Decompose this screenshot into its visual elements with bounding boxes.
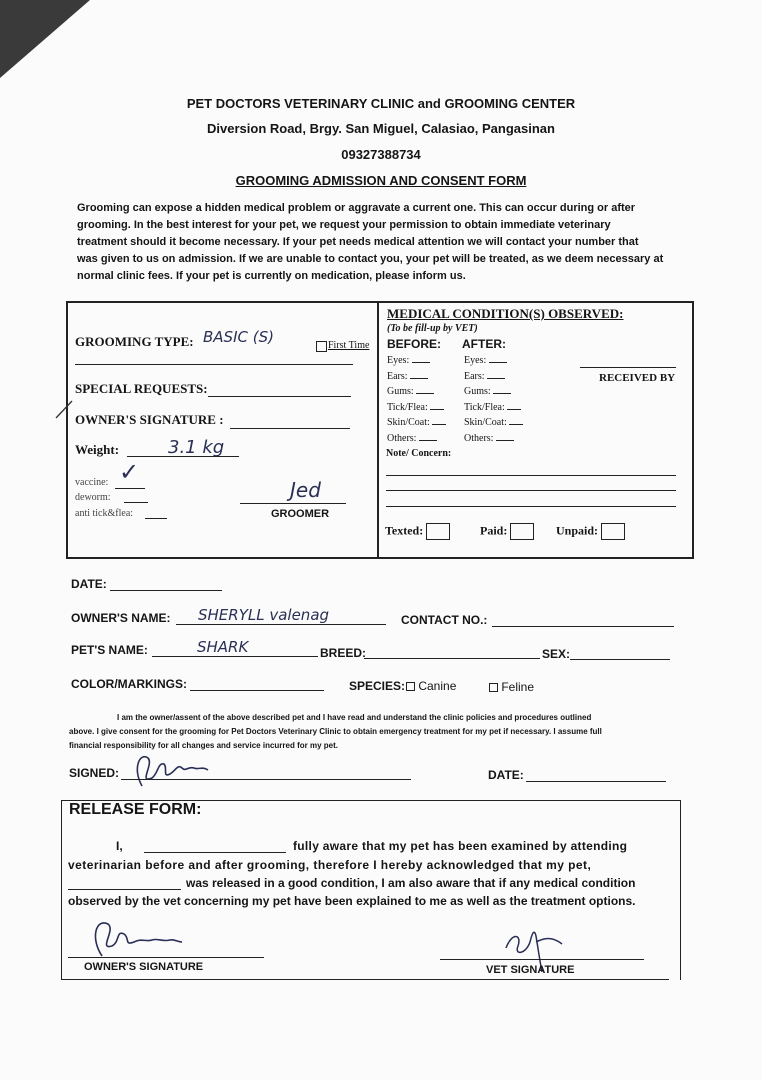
contact-field[interactable] [492, 626, 674, 627]
after-item: Skin/Coat: [464, 415, 523, 431]
before-list [387, 353, 446, 446]
after-item: Eyes: [464, 353, 523, 369]
owner-signature-field[interactable] [230, 428, 350, 429]
owner-name-line [176, 624, 386, 625]
before-item: Others: [387, 431, 446, 447]
first-time-label: First Time [328, 340, 370, 351]
release-pet-name-field[interactable] [68, 889, 181, 890]
consent-line: I am the owner/assent of the above described pet and I have read and understand the clinic policies and procedures outlined [117, 713, 592, 722]
release-right-border [680, 800, 681, 980]
vet-sig-label: VET SIGNATURE [486, 964, 575, 976]
after-item: Gums: [464, 384, 523, 400]
vaccine-check[interactable]: ✓ [119, 458, 140, 486]
paid-checkbox[interactable] [510, 523, 534, 540]
owner-signature-label: OWNER'S SIGNATURE : [75, 412, 224, 427]
intro-paragraph [77, 200, 687, 285]
deworm-label: deworm: [75, 492, 111, 503]
intro-line: treatment should it become necessary. If your pet needs medical attention we will contact your number that [77, 236, 639, 248]
signed-label: SIGNED: [69, 766, 120, 780]
special-requests-label: SPECIAL REQUESTS: [75, 381, 208, 396]
pet-name-line [152, 656, 318, 657]
after-heading: AFTER: [462, 337, 506, 351]
anti-tick-field[interactable] [145, 518, 167, 519]
vaccine-label: vaccine: [75, 477, 109, 488]
release-title: RELEASE FORM: [69, 801, 202, 818]
signed-date-label: DATE: [488, 768, 524, 782]
before-heading: BEFORE: [387, 337, 441, 351]
pet-name-label: PET'S NAME: [71, 643, 148, 657]
after-item: Others: [464, 431, 523, 447]
breed-field[interactable] [364, 658, 540, 659]
groomer-signature: Jed [290, 478, 321, 502]
scan-corner-shadow [0, 0, 110, 80]
before-item: Ears: [387, 369, 446, 385]
vet-sig-line[interactable] [440, 959, 644, 960]
feline-label: Feline [501, 680, 535, 694]
owner-name-value[interactable]: SHERYLL valenag [198, 606, 330, 624]
received-by-label: RECEIVED BY [599, 372, 676, 384]
intro-line: grooming. In the best interest for your pet, we request your permission to obtain immediate veterinary [77, 219, 611, 231]
release-line-1: fully aware that my pet has been examined by attending [293, 839, 628, 853]
color-label: COLOR/MARKINGS: [71, 677, 187, 691]
date-label: DATE: [71, 577, 107, 591]
grooming-type-label: GROOMING TYPE: [75, 334, 194, 349]
texted-field [385, 523, 450, 540]
note-concern-label: Note/ Concern: [386, 448, 452, 459]
weight-value[interactable]: 3.1 kg [168, 437, 225, 458]
unpaid-checkbox[interactable] [601, 523, 625, 540]
paid-field [480, 523, 534, 540]
medical-title: MEDICAL CONDITION(S) OBSERVED: [387, 306, 624, 321]
species-label: SPECIES: [349, 679, 406, 693]
sex-field[interactable] [570, 659, 670, 660]
color-field[interactable] [190, 690, 324, 691]
medical-note: (To be fill-up by VET) [387, 323, 478, 334]
unpaid-label: Unpaid: [556, 523, 599, 538]
received-by-line[interactable] [580, 367, 676, 368]
pet-name-value[interactable]: SHARK [197, 638, 249, 656]
owner-name-label: OWNER'S NAME: [71, 611, 171, 625]
contact-label: CONTACT NO.: [401, 613, 488, 627]
release-line-3: was released in a good condition, I am also aware that if any medical condition [186, 876, 636, 890]
weight-label: Weight: [75, 442, 120, 457]
before-item: Gums: [387, 384, 446, 400]
consent-paragraph [69, 711, 679, 753]
unpaid-field [556, 523, 625, 540]
canine-label: Canine [418, 679, 457, 693]
deworm-field[interactable] [124, 502, 148, 503]
texted-label: Texted: [385, 523, 424, 538]
consent-line: above. I give consent for the grooming for Pet Doctors Veterinary Clinic to obtain emergency treatment for my pet if necessary. I assume full [69, 727, 602, 736]
pen-stroke-mark [52, 398, 76, 420]
release-owner-signature-scribble [86, 912, 186, 962]
weight-line [127, 456, 239, 457]
release-owner-sig-line[interactable] [68, 957, 264, 958]
owner-signature-scribble [128, 748, 218, 792]
canine-option[interactable] [406, 679, 456, 693]
sex-label: SEX: [542, 647, 571, 661]
texted-checkbox[interactable] [426, 523, 450, 540]
vaccine-line [115, 488, 145, 489]
before-item: Skin/Coat: [387, 415, 446, 431]
intro-line: Grooming can expose a hidden medical problem or aggravate a current one. This can occur during or after [77, 202, 636, 214]
before-item: Tick/Flea: [387, 400, 446, 416]
clinic-address: Diversion Road, Brgy. San Miguel, Calasiao, Pangasinan [207, 121, 555, 136]
grooming-type-value[interactable]: BASIC (S) [203, 328, 274, 346]
signed-date-field[interactable] [526, 781, 666, 782]
release-line-4: observed by the vet concerning my pet have been explained to me as well as the treatment options. [68, 894, 636, 908]
form-title: GROOMING ADMISSION AND CONSENT FORM [235, 173, 527, 188]
release-owner-sig-label: OWNER'S SIGNATURE [84, 961, 204, 973]
after-item: Tick/Flea: [464, 400, 523, 416]
note-line-1[interactable] [386, 475, 676, 476]
box-divider [377, 301, 379, 557]
after-list [464, 353, 523, 446]
note-line-3[interactable] [386, 506, 676, 507]
release-bottom-border [61, 979, 669, 980]
release-left-border [61, 800, 62, 980]
release-line-2: veterinarian before and after grooming, therefore I hereby acknowledged that my pet, [68, 858, 592, 872]
date-field[interactable] [110, 590, 222, 591]
grooming-type-line [75, 364, 353, 365]
before-item: Eyes: [387, 353, 446, 369]
intro-line: normal clinic fees. If your pet is currently on medication, please inform us. [77, 270, 466, 282]
consent-line: financial responsibility for all changes and service incurred for my pet. [69, 741, 338, 750]
feline-option[interactable] [489, 680, 534, 694]
release-i: I, [116, 839, 123, 853]
paid-label: Paid: [480, 523, 508, 538]
groomer-line [240, 503, 346, 504]
intro-line: was given to us on admission. If we are unable to contact you, your pet will be treated, as we deem necessary at [77, 253, 664, 265]
groomer-label: GROOMER [271, 508, 330, 520]
first-time-checkbox[interactable] [316, 338, 327, 356]
note-line-2[interactable] [386, 490, 676, 491]
special-requests-field[interactable] [208, 396, 351, 397]
anti-tick-label: anti tick&flea: [75, 508, 134, 519]
breed-label: BREED: [320, 646, 367, 660]
clinic-name: PET DOCTORS VETERINARY CLINIC and GROOMING CENTER [186, 96, 576, 111]
signed-line[interactable] [121, 779, 411, 780]
release-owner-name-field[interactable] [144, 852, 286, 853]
after-item: Ears: [464, 369, 523, 385]
clinic-phone: 09327388734 [341, 147, 421, 162]
